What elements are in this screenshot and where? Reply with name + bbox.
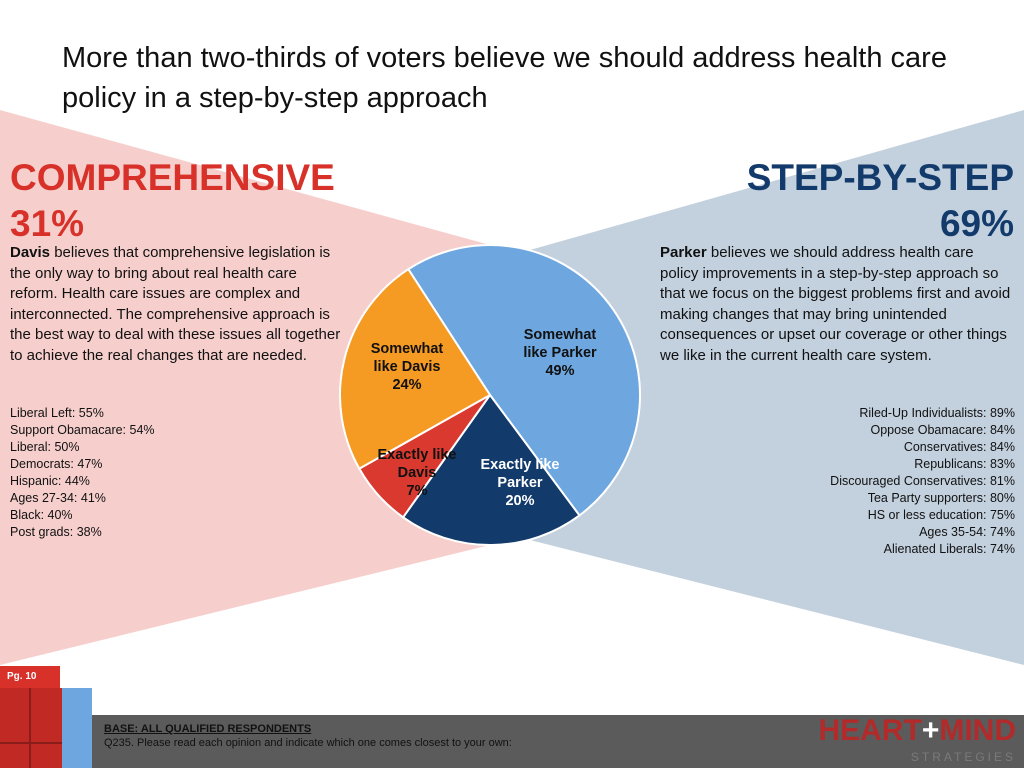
pie-label-line: 49% [545, 363, 575, 379]
logo-main: HEART+MIND [818, 714, 1016, 747]
pie-label-line: Exactly like [377, 447, 457, 463]
group-item: Democrats: 47% [10, 457, 103, 471]
step-by-step-label: STEP-BY-STEP [746, 157, 1014, 198]
footer-square-blue [62, 688, 92, 768]
parker-description [660, 243, 1015, 367]
pie-label-line: Exactly like [480, 457, 560, 473]
comprehensive-heading [10, 155, 335, 247]
davis-description [10, 243, 345, 367]
group-item: HS or less education: 75% [867, 508, 1015, 522]
comprehensive-percent: 31% [10, 203, 85, 244]
group-item: Riled-Up Individualists: 89% [859, 406, 1015, 420]
page-number: Pg. 10 [0, 666, 60, 688]
pie-label-line: Somewhat [523, 327, 597, 343]
pie-label-line: Parker [497, 475, 543, 491]
group-item: Hispanic: 44% [10, 474, 90, 488]
company-logo [818, 712, 1016, 764]
footer-squares-overlay [0, 688, 92, 768]
parker-text: believes we should address health care policy improvements in a step-by-step approach so that we focus on the biggest problems first and avoid making changes that may bring unintended consequences or upset our coverage or other things we like in the current health care system. [660, 244, 1011, 364]
davis-text: believes that comprehensive legislation is the only way to bring about real health care reform. Health care issues are complex and interconnected. The comprehensive approach is the best way to deal with these issues all together to achieve the real changes that are needed. [10, 244, 341, 364]
pie-label-somewhat-like-davis [352, 340, 462, 394]
slide-title: More than two-thirds of voters believe we should address health care policy in a step-by-step approach [62, 42, 947, 114]
group-item: Support Obamacare: 54% [10, 423, 155, 437]
pie-label-line: 24% [392, 377, 422, 393]
step-by-step-groups [830, 405, 1015, 558]
group-item: Oppose Obamacare: 84% [870, 423, 1015, 437]
pie-label-line: like Parker [523, 345, 597, 361]
pie-label-line: Somewhat [370, 341, 444, 357]
group-item: Alienated Liberals: 74% [883, 542, 1015, 556]
step-by-step-percent: 69% [939, 203, 1014, 244]
davis-name: Davis [10, 244, 51, 261]
pie-label-exactly-like-davis [362, 446, 472, 500]
comprehensive-groups [10, 405, 155, 541]
pie-label-line: like Davis [373, 359, 441, 375]
logo-sub: STRATEGIES [910, 750, 1016, 764]
pie-label-line: 7% [406, 483, 428, 499]
group-item: Republicans: 83% [914, 457, 1015, 471]
parker-name: Parker [660, 244, 707, 261]
group-item: Conservatives: 84% [903, 440, 1015, 454]
group-item: Ages 27-34: 41% [10, 491, 106, 505]
base-label: BASE: ALL QUALIFIED RESPONDENTS [104, 723, 312, 735]
question-text: Q235. Please read each opinion and indicate which one comes closest to your own: [104, 737, 512, 749]
group-item: Black: 40% [10, 508, 73, 522]
group-item: Liberal Left: 55% [10, 406, 104, 420]
base-note [104, 722, 512, 750]
pie-label-line: Davis [397, 465, 437, 481]
group-item: Tea Party supporters: 80% [867, 491, 1015, 505]
comprehensive-label: COMPREHENSIVE [10, 157, 335, 198]
group-item: Discouraged Conservatives: 81% [830, 474, 1015, 488]
group-item: Post grads: 38% [10, 525, 102, 539]
pie-label-exactly-like-parker [465, 456, 575, 510]
step-by-step-heading [747, 155, 1014, 247]
group-item: Ages 35-54: 74% [919, 525, 1015, 539]
pie-label-line: 20% [505, 493, 535, 509]
pie-label-somewhat-like-parker [505, 326, 615, 380]
group-item: Liberal: 50% [10, 440, 80, 454]
